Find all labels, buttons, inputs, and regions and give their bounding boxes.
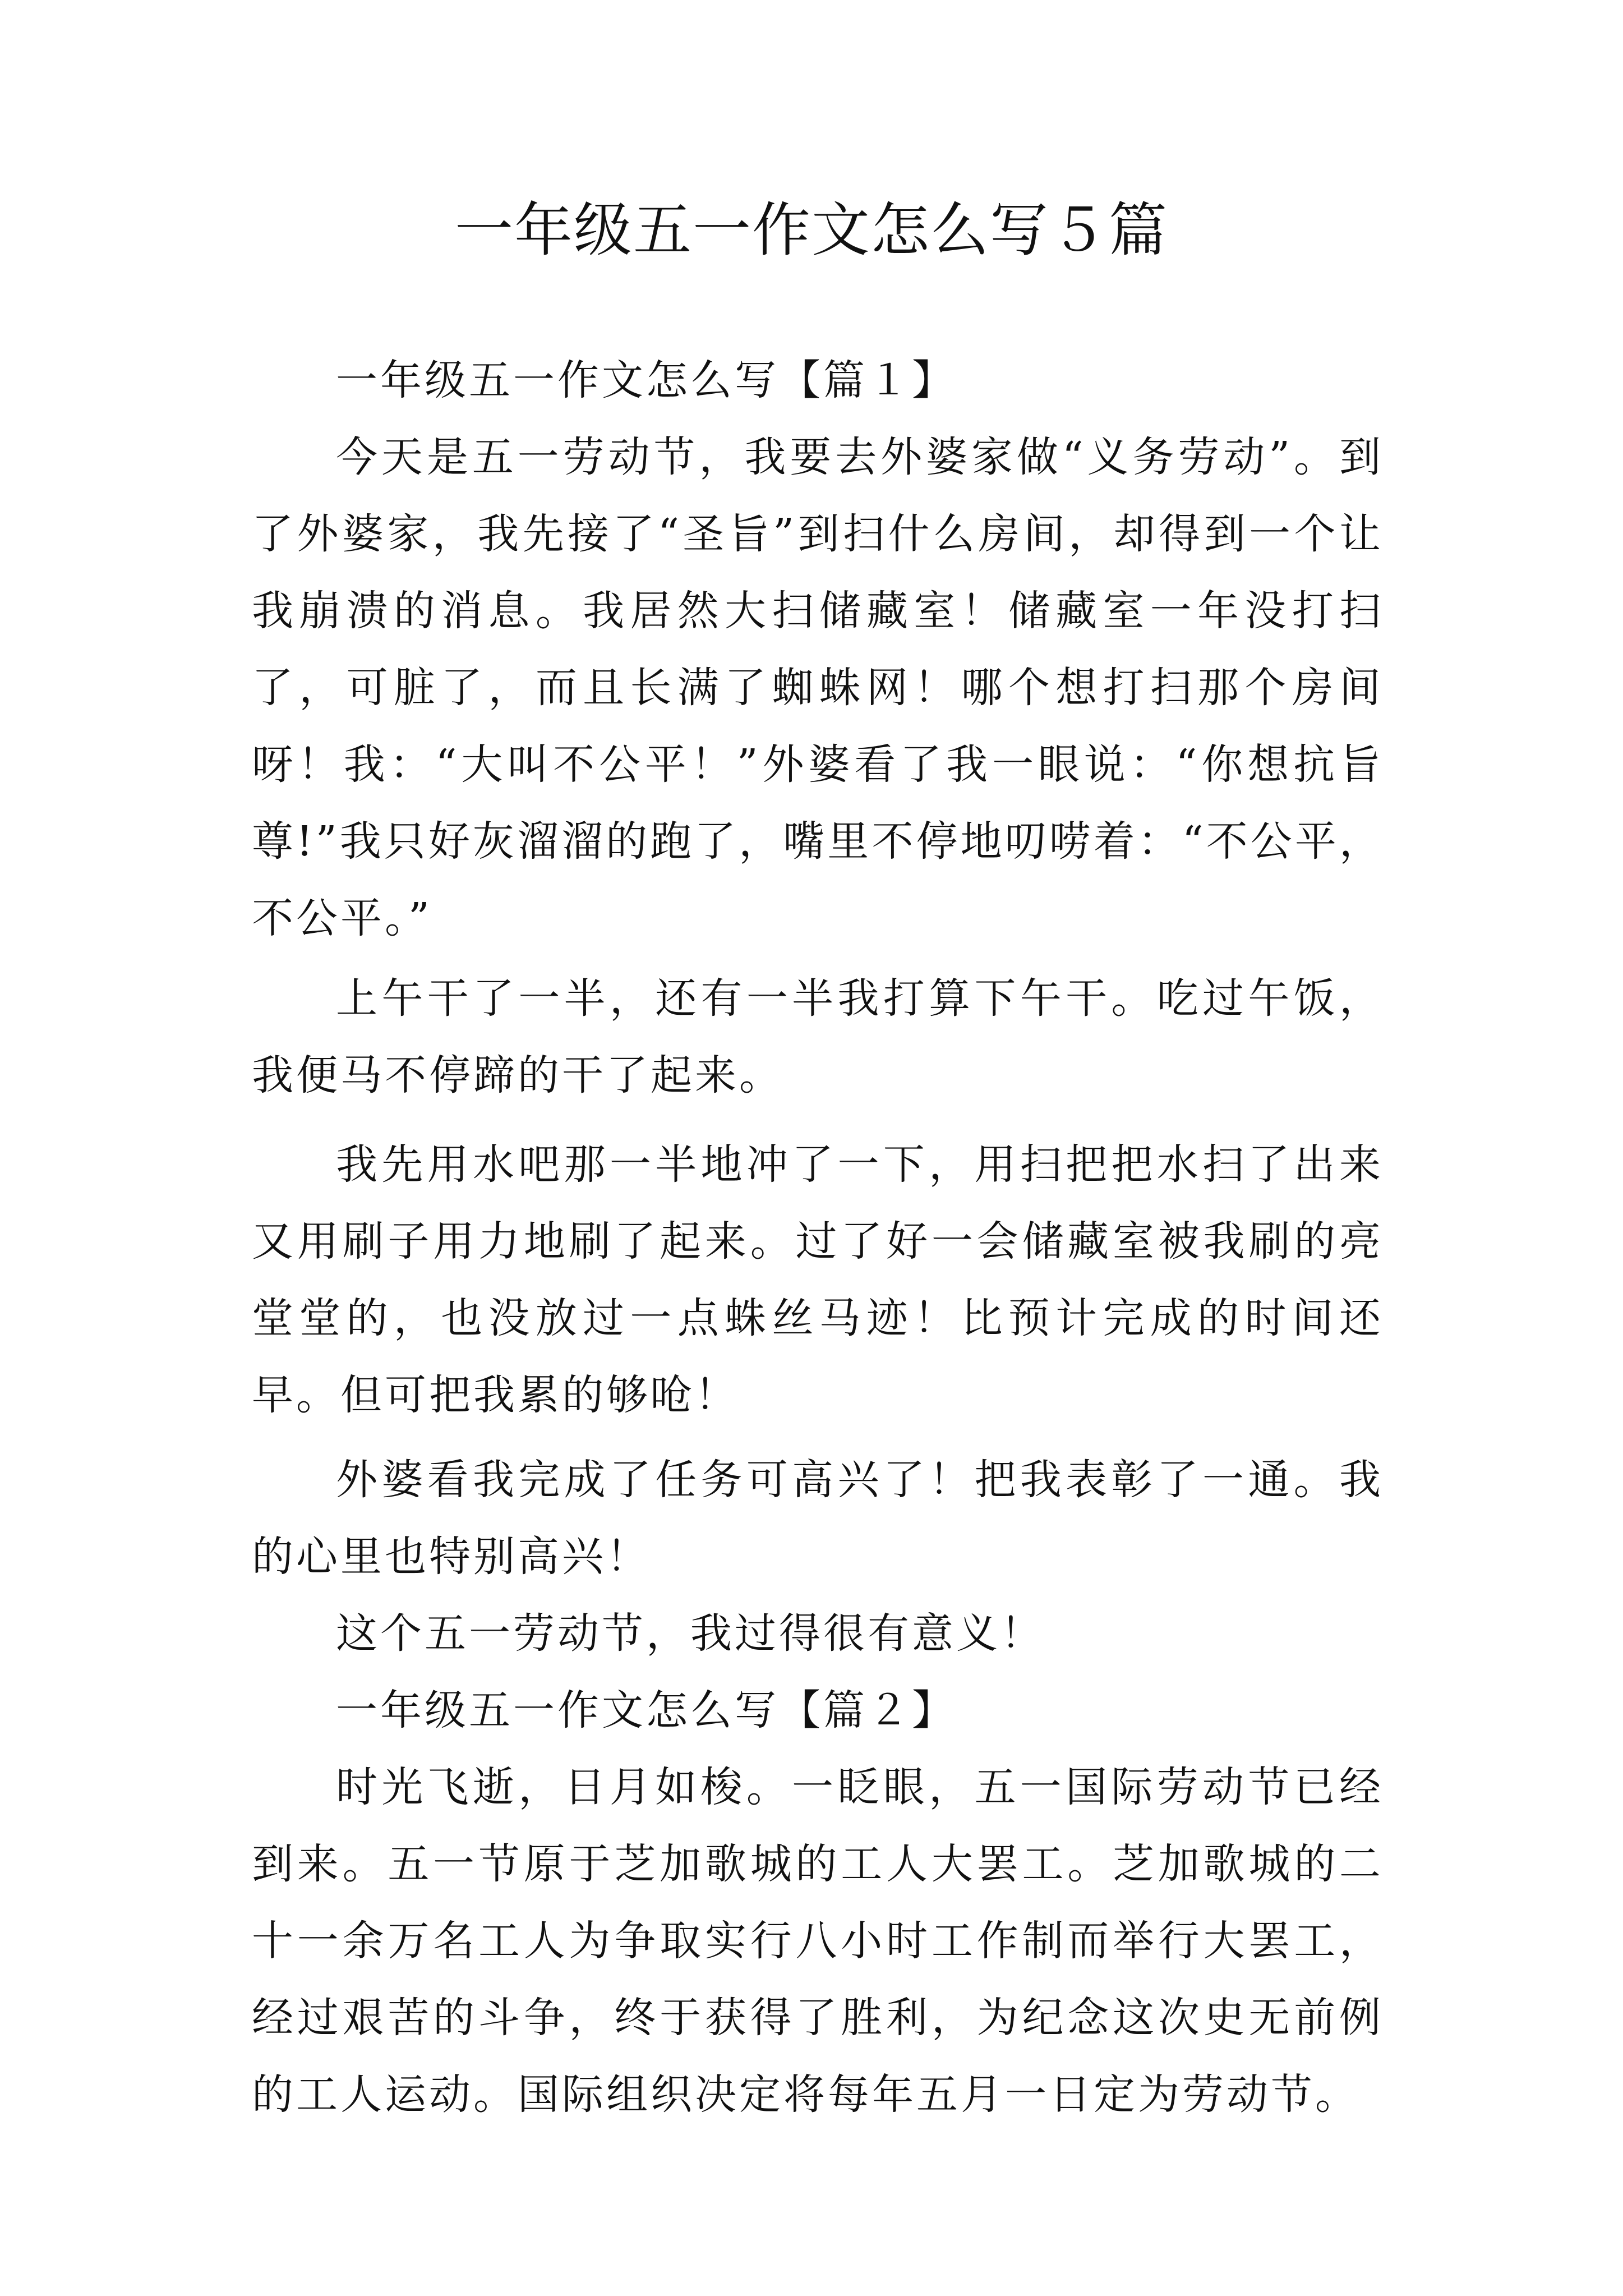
paragraph: 上午干了一半，还有一半我打算下午干。吃过午饭，我便马不停蹄的干了起来。 bbox=[252, 974, 1384, 1099]
paragraph: 今天是五一劳动节，我要去外婆家做“义务劳动”。到了外婆家，我先接了“圣旨”到扫什么房间，却得到一个让我崩溃的消息。我居然大扫储藏室！储藏室一年没打扫了，可脏了，而且长满了蜘蛛网！哪个想打扫那个房间呀！我：“大叫不公平！”外婆看了我一眼说：“你想抗旨尊!”我只好灰溜溜的跑了，嘴里不停地叨唠着：“不公平，不公平。” bbox=[252, 433, 1384, 942]
document-title: 一年级五一作文怎么写５篇 bbox=[454, 196, 1168, 264]
paragraph: 这个五一劳动节，我过得很有意义！ bbox=[336, 1609, 1045, 1658]
section-heading-1: 一年级五一作文怎么写【篇１】 bbox=[336, 356, 956, 404]
paragraph: 我先用水吧那一半地冲了一下，用扫把把水扫了出来又用刷子用力地刷了起来。过了好一会储藏室被我刷的亮堂堂的，也没放过一点蛛丝马迹！比预计完成的时间还早。但可把我累的够呛！ bbox=[252, 1140, 1384, 1419]
paragraph: 外婆看我完成了任务可高兴了！把我表彰了一通。我的心里也特别高兴！ bbox=[252, 1456, 1384, 1581]
section-heading-2: 一年级五一作文怎么写【篇２】 bbox=[336, 1686, 956, 1734]
paragraph: 时光飞逝，日月如梭。一眨眼，五一国际劳动节已经到来。五一节原于芝加歌城的工人大罢工。芝加歌城的二十一余万名工人为争取实行八小时工作制而举行大罢工，经过艰苦的斗争，终于获得了胜利，为纪念这次史无前例的工人运动。国际组织决定将每年五月一日定为劳动节。 bbox=[252, 1763, 1384, 2119]
document-body bbox=[252, 342, 1384, 2133]
